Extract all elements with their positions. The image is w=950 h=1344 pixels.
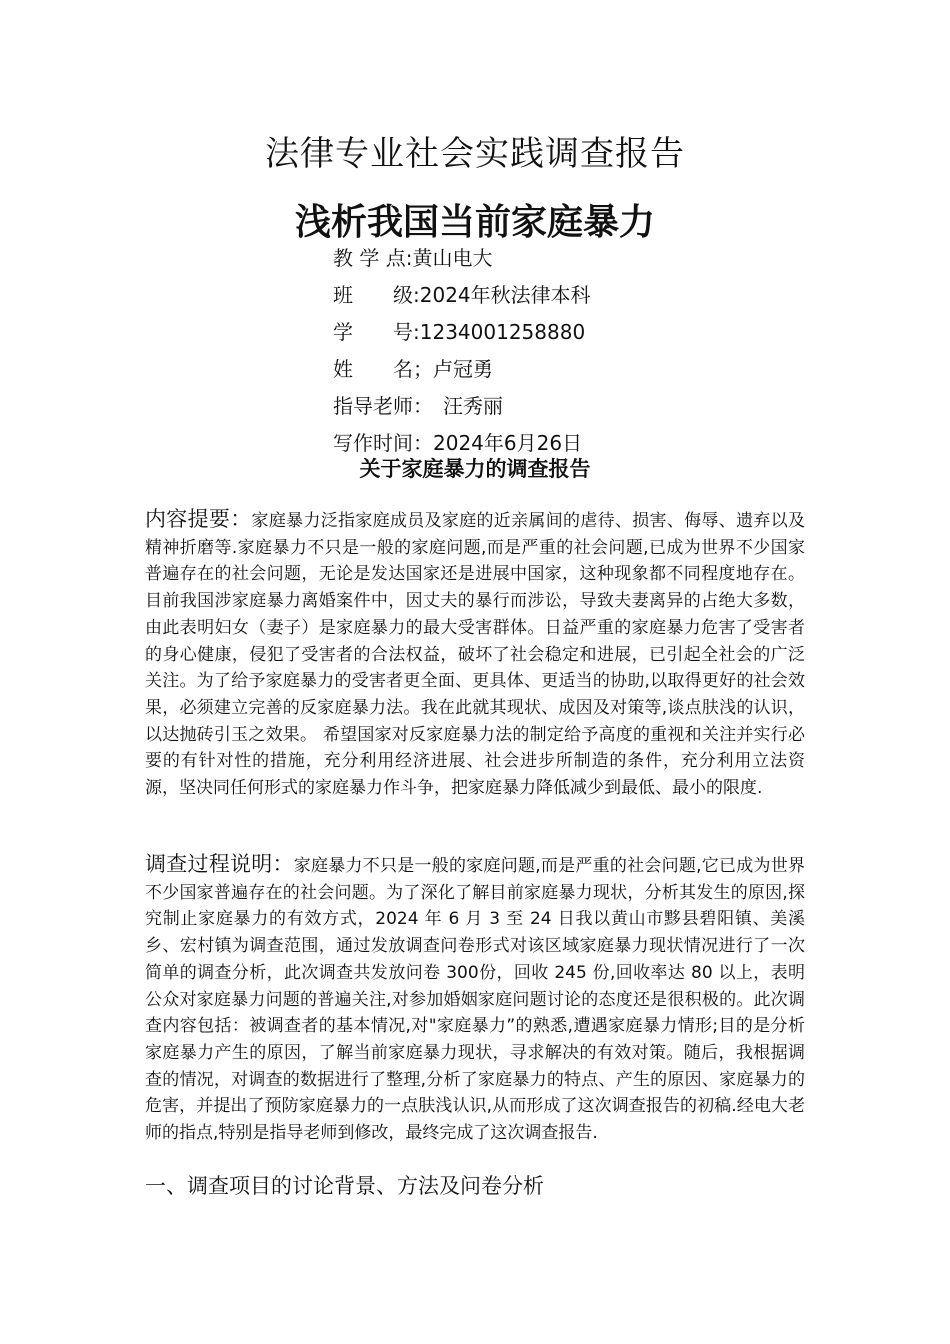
abstract-paragraph — [145, 506, 805, 802]
info-separator: ； — [413, 357, 433, 381]
info-label: 姓 名 — [333, 357, 413, 381]
abstract-lead: 内容提要： — [145, 507, 252, 531]
info-value: 黄山电大 — [412, 246, 493, 270]
info-label: 写作时间 — [333, 431, 413, 455]
info-separator: ： — [413, 394, 433, 418]
report-subtitle: 关于家庭暴力的调查报告 — [359, 457, 591, 481]
info-row-advisor — [333, 388, 591, 425]
document-title: 法律专业社会实践调查报告 — [265, 134, 685, 174]
info-row-class — [333, 277, 591, 314]
info-row-student-id — [333, 314, 591, 351]
abstract-text: 家庭暴力泛指家庭成员及家庭的近亲属间的虐待、损害、侮辱、遗弃以及精神折磨等.家庭暴力不只是一般的家庭问题,而是严重的社会问题,已成为世界不少国家普遍存在的社会问题，无论是发达国家还是进展中国家，这种现象都不同程度地存在。目前我国涉家庭暴力离婚案件中，因丈夫的暴行而涉讼，导致夫妻离异的占绝大多数，由此表明妇女（妻子）是家庭暴力的最大受害群体。日益严重的家庭暴力危害了受害者的身心健康，侵犯了受害者的合法权益，破坏了社会稳定和进展，已引起全社会的广泛关注。为了给予家庭暴力的受害者更全面、更具体、更适当的协助,以取得更好的社会效果，必须建立完善的反家庭暴力法。我在此就其现状、成因及对策等,谈点肤浅的认识，以达抛砖引玉之效果。 希望国家对反家庭暴力法的制定给予高度的重视和关注并实行必要的有针对性的措施，充分利用经济进展、社会进步所制造的条件，充分利用立法资源，坚决同任何形式的家庭暴力作斗争，把家庭暴力降低减少到最低、最小的限度. — [145, 511, 806, 799]
main-title: 浅析我国当前家庭暴力 — [294, 202, 655, 243]
info-label: 指导老师 — [333, 394, 413, 418]
info-value: 2024年秋法律本科 — [419, 283, 591, 307]
info-value: 卢冠勇 — [433, 357, 493, 381]
author-info-block — [333, 240, 591, 462]
process-text: 家庭暴力不只是一般的家庭问题,而是严重的社会问题,它已成为世界不少国家普遍存在的社会问题。为了深化了解目前家庭暴力现状，分析其发生的原因,探究制止家庭暴力的有效方式，2024 年 6 月 3 至 24 日我以黄山市黟县碧阳镇、美溪乡、宏村镇为调查范围，通过发放调查问卷形式对该区域家庭暴力现状情况进行了一次简单的调查分析，此次调查共发放问卷 300份，回收 245 份,回收率达 80 以上，表明公众对家庭暴力问题的普遍关注,对参加婚姻家庭问题讨论的态度还是很积极的。此次调查内容包括：被调查者的基本情况,对"家庭暴力”的熟悉,遭遇家庭暴力情形;目的是分析家庭暴力产生的原因，了解当前家庭暴力现状，寻求解决的有效对策。随后，我根据调查的情况，对调查的数据进行了整理,分析了家庭暴力的特点、产生的原因、家庭暴力的危害，并提出了预防家庭暴力的一点肤浅认识,从而形成了这次调查报告的初稿.经电大老师的指点,特别是指导老师到修改，最终完成了这次调查报告. — [145, 856, 806, 1144]
process-lead: 调查过程说明： — [145, 852, 294, 876]
info-label: 教 学 点 — [333, 246, 406, 270]
info-value: 汪秀丽 — [433, 394, 503, 418]
info-value: 1234001258880 — [419, 320, 586, 344]
info-row-teaching-site — [333, 240, 591, 277]
info-separator: : — [413, 283, 420, 307]
info-label: 班 级 — [333, 283, 413, 307]
info-value: 2024年6月26日 — [433, 431, 583, 455]
info-separator: : — [413, 320, 420, 344]
section-heading: 一、调查项目的讨论背景、方法及问卷分析 — [145, 1174, 544, 1198]
info-separator: : — [405, 246, 413, 270]
info-separator: ： — [413, 431, 433, 455]
process-paragraph — [145, 851, 805, 1147]
info-row-name — [333, 351, 591, 388]
info-label: 学 号 — [333, 320, 413, 344]
